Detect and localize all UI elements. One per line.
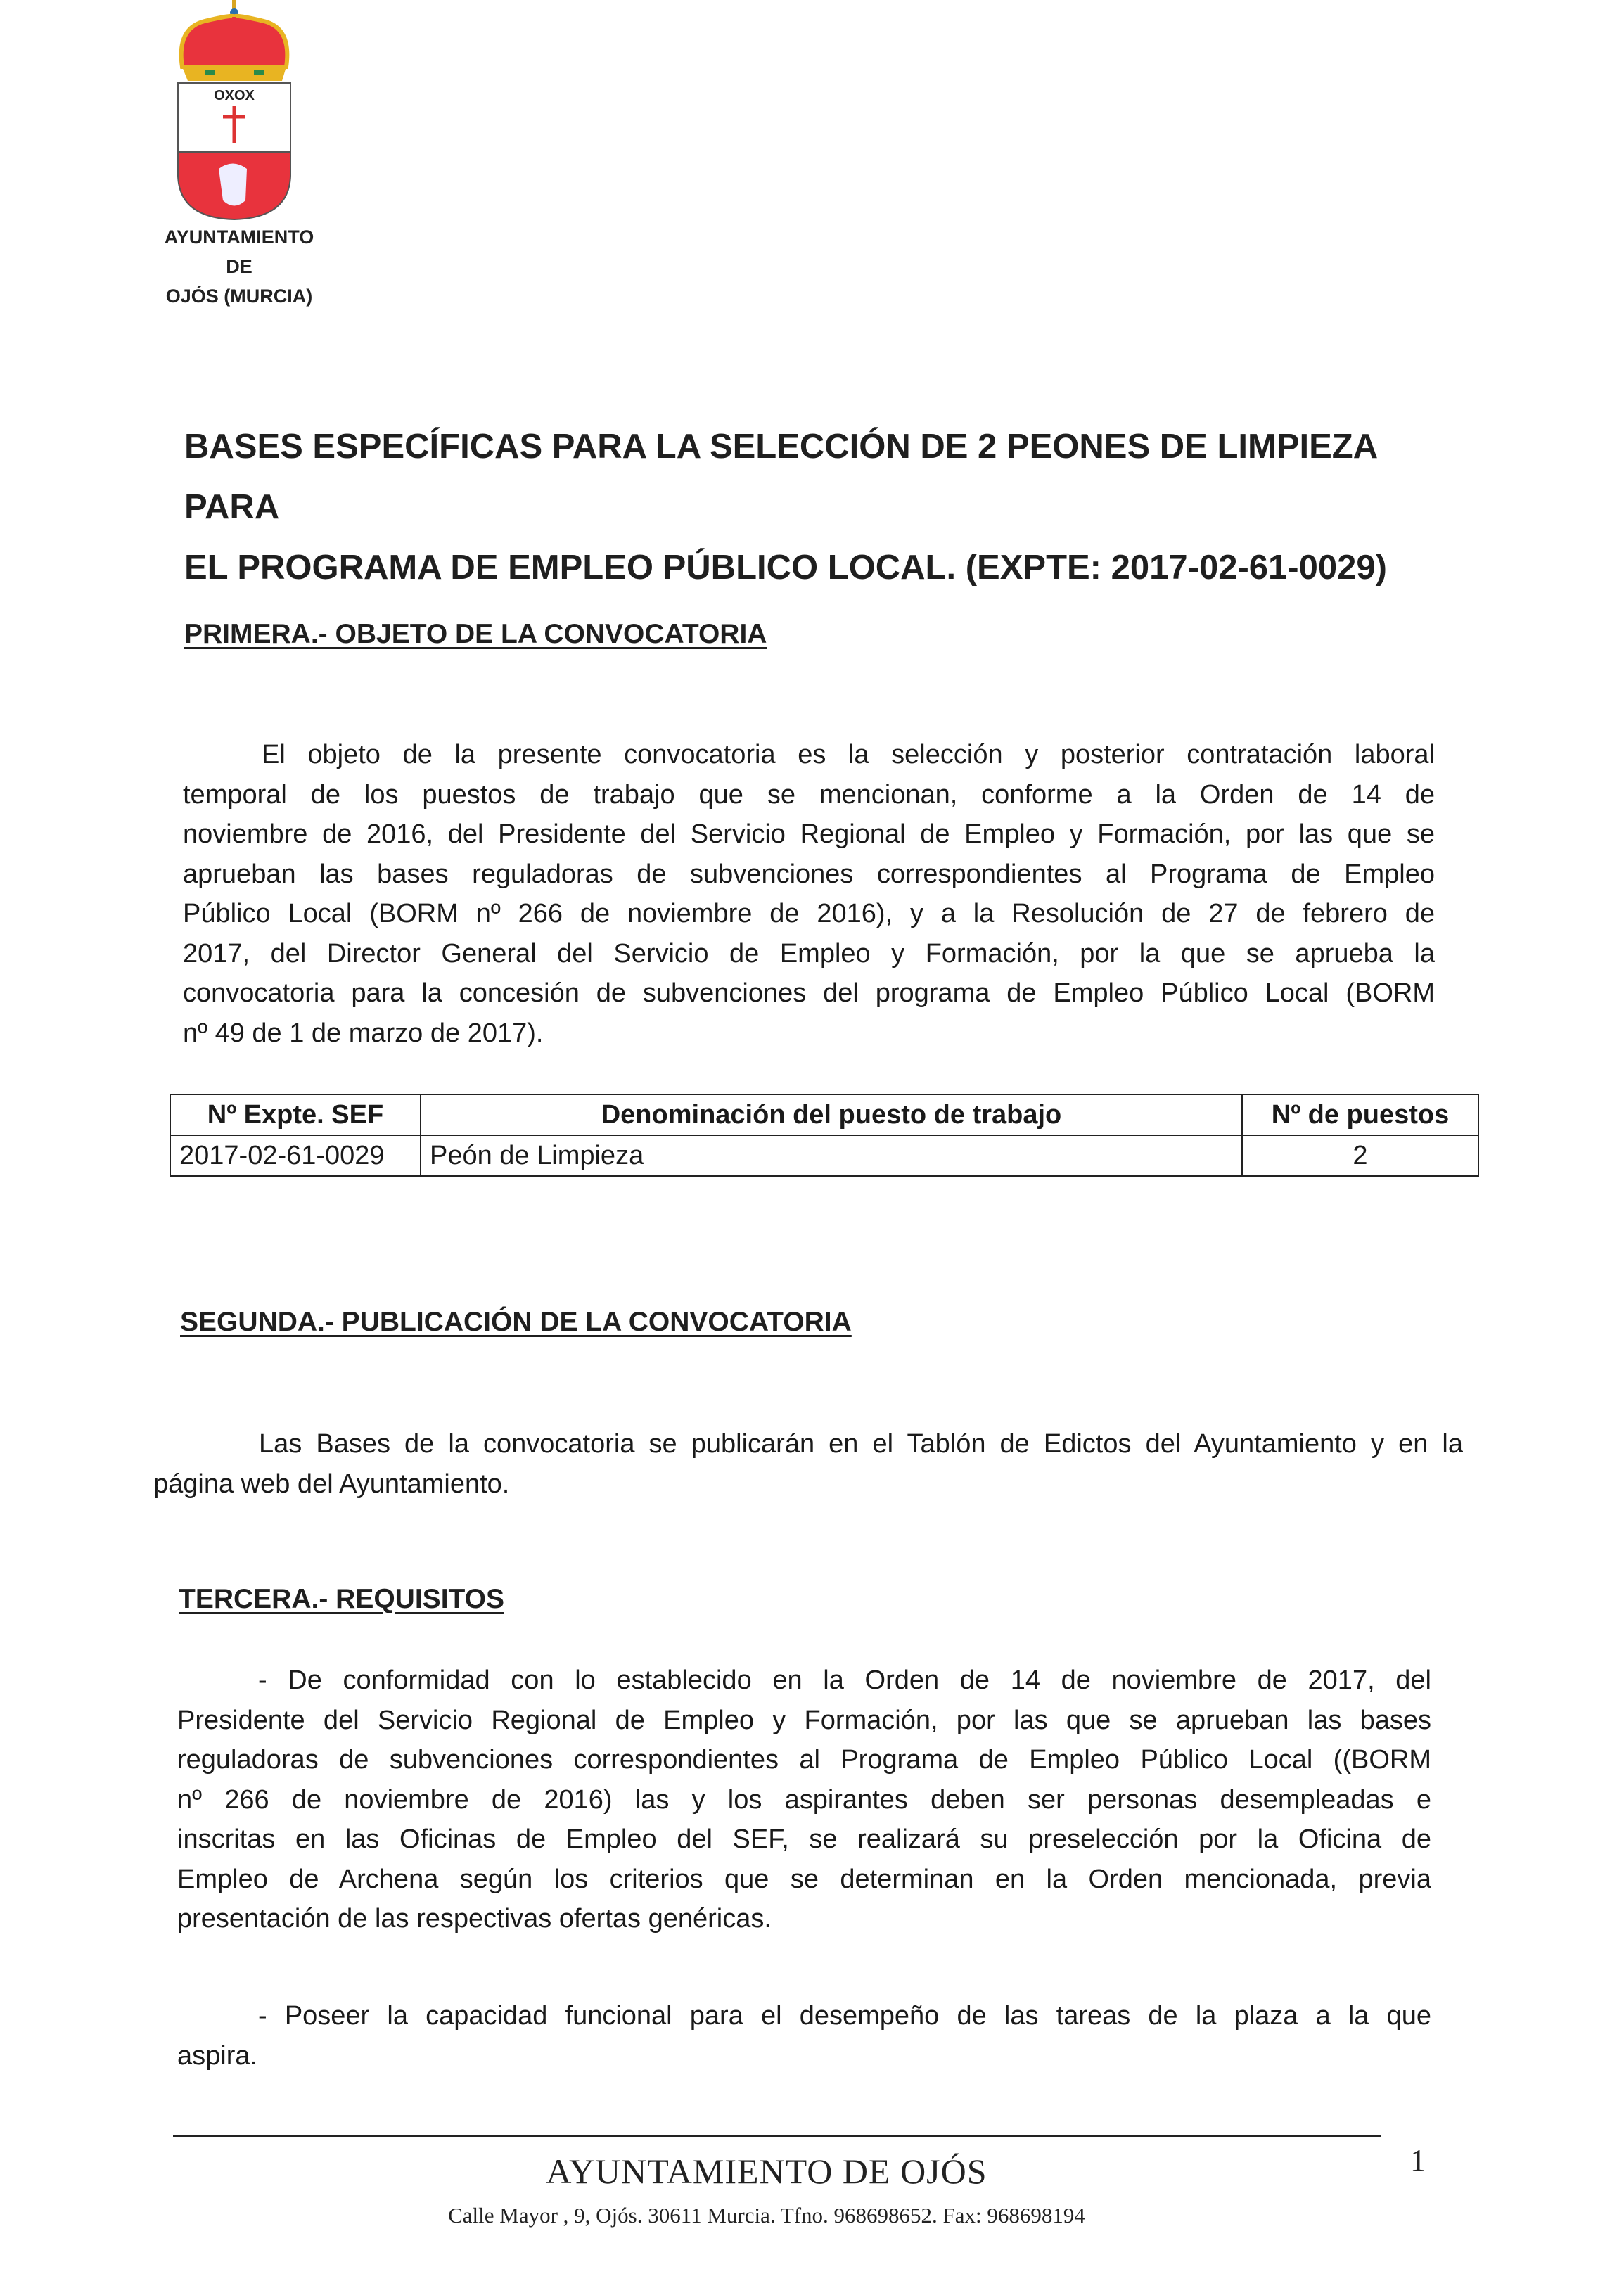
title-line: BASES ESPECÍFICAS PARA LA SELECCIÓN DE 2 PEONES DE LIMPIEZA PARA bbox=[184, 428, 1377, 526]
document-title bbox=[184, 416, 1443, 598]
title-line: EL PROGRAMA DE EMPLEO PÚBLICO LOCAL. (EXPTE: 2017-02-61-0029) bbox=[184, 549, 1387, 587]
footer-address: Calle Mayor , 9, Ojós. 30611 Murcia. Tfno. 968698652. Fax: 968698194 bbox=[448, 2203, 1085, 2228]
section-heading-primera: PRIMERA.- OBJETO DE LA CONVOCATORIA bbox=[184, 619, 767, 649]
text-line: nº 266 de noviembre de 2016) las y los aspirantes deben ser personas desempleadas e bbox=[177, 1784, 1431, 1815]
text-line: 2017, del Director General del Servicio de Empleo y Formación, por la que se aprueba la bbox=[183, 938, 1435, 969]
text-line: Empleo de Archena según los criterios que se determinan en la Orden mencionada, previa bbox=[177, 1864, 1431, 1894]
table-cell: 2 bbox=[1242, 1135, 1478, 1176]
text-line: inscritas en las Oficinas de Empleo del SEF, se realizará su preselección por la Oficina de bbox=[177, 1824, 1431, 1854]
footer-organization: AYUNTAMIENTO DE OJÓS bbox=[546, 2152, 987, 2191]
text-line: convocatoria para la concesión de subvenciones del programa de Empleo Público Local (BORM bbox=[183, 978, 1435, 1008]
org-line: AYUNTAMIENTO bbox=[164, 226, 314, 248]
table-row bbox=[170, 1135, 1478, 1176]
section-heading-tercera: TERCERA.- REQUISITOS bbox=[179, 1584, 504, 1614]
table-cell: 2017-02-61-0029 bbox=[170, 1135, 421, 1176]
section-heading-segunda: SEGUNDA.- PUBLICACIÓN DE LA CONVOCATORIA bbox=[180, 1307, 852, 1337]
text-line: Presidente del Servicio Regional de Empleo y Formación, por las que se aprueban las bases bbox=[177, 1705, 1431, 1735]
organization-name bbox=[127, 222, 352, 311]
coat-of-arms-logo bbox=[170, 0, 303, 232]
positions-table bbox=[170, 1094, 1479, 1177]
text-line: Público Local (BORM nº 266 de noviembre de 2016), y a la Resolución de 27 de febrero de bbox=[183, 899, 1435, 928]
text-line: aspira. bbox=[177, 2040, 258, 2071]
paragraph-publicacion bbox=[153, 1424, 1463, 1504]
page-number: 1 bbox=[1410, 2143, 1426, 2178]
paragraph-objeto bbox=[183, 735, 1435, 1053]
table-header-row bbox=[170, 1094, 1478, 1135]
text-line: - Poseer la capacidad funcional para el desempeño de las tareas de la plaza a la que bbox=[258, 2001, 1431, 2031]
text-line: página web del Ayuntamiento. bbox=[153, 1469, 510, 1499]
text-line: nº 49 de 1 de marzo de 2017). bbox=[183, 1018, 544, 1048]
text-line: El objeto de la presente convocatoria es la selección y posterior contratación laboral bbox=[262, 740, 1435, 769]
text-line: - De conformidad con lo establecido en la Orden de 14 de noviembre de 2017, del bbox=[258, 1666, 1431, 1695]
org-line: DE bbox=[226, 256, 252, 277]
footer-divider bbox=[173, 2135, 1381, 2137]
paragraph-requisitos-1 bbox=[177, 1661, 1431, 1939]
paragraph-requisitos-2 bbox=[177, 1996, 1431, 2076]
table-cell: Peón de Limpieza bbox=[421, 1135, 1242, 1176]
column-header: Nº de puestos bbox=[1242, 1094, 1478, 1135]
text-line: noviembre de 2016, del Presidente del Servicio Regional de Empleo y Formación, por las que se bbox=[183, 819, 1435, 849]
org-line: OJÓS (MURCIA) bbox=[165, 286, 313, 307]
column-header: Nº Expte. SEF bbox=[170, 1094, 421, 1135]
text-line: presentación de las respectivas ofertas genéricas. bbox=[177, 1904, 772, 1934]
emblem-text: OXOX bbox=[214, 88, 255, 103]
text-line: Las Bases de la convocatoria se publicarán en el Tablón de Edictos del Ayuntamiento y en la bbox=[259, 1429, 1463, 1459]
text-line: reguladoras de subvenciones correspondientes al Programa de Empleo Público Local ((BORM bbox=[177, 1745, 1431, 1775]
text-line: temporal de los puestos de trabajo que se mencionan, conforme a la Orden de 14 de bbox=[183, 779, 1435, 810]
column-header: Denominación del puesto de trabajo bbox=[421, 1094, 1242, 1135]
text-line: aprueban las bases reguladoras de subvenciones correspondientes al Programa de Empleo bbox=[183, 859, 1435, 889]
